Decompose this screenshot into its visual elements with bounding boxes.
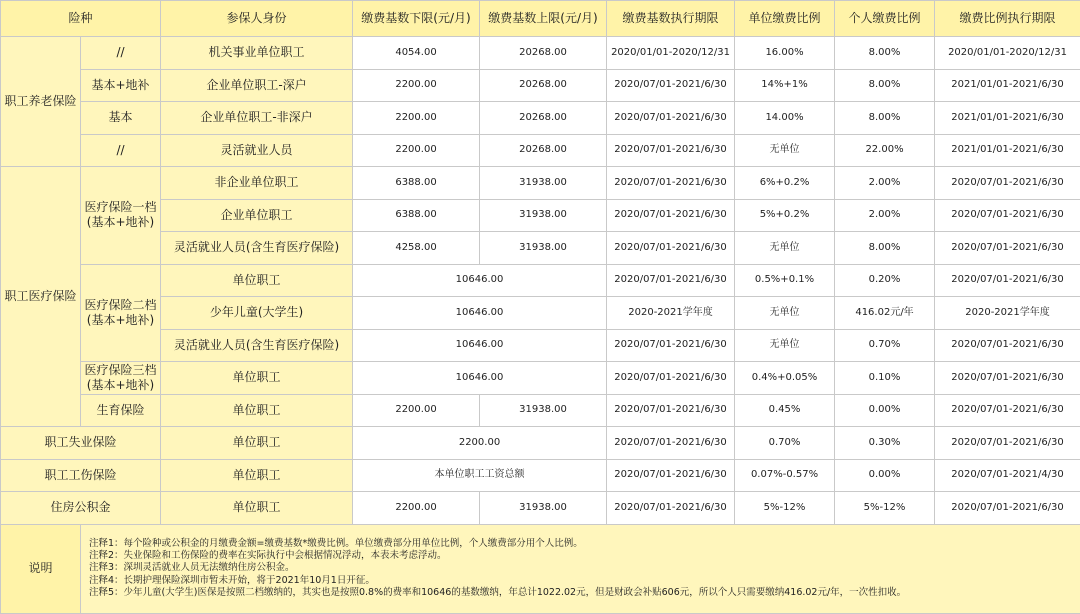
personal-rate: 0.70% (835, 329, 935, 362)
rate-period: 2021/01/01-2021/6/30 (935, 134, 1080, 167)
unit-rate: 0.45% (735, 394, 835, 427)
header-personal-rate: 个人缴费比例 (835, 1, 935, 37)
table-row (1, 297, 1080, 330)
table-row (1, 167, 1080, 200)
base-min: 2200.00 (353, 134, 480, 167)
base-period: 2020/07/01-2021/6/30 (607, 329, 735, 362)
rate-period: 2020-2021学年度 (935, 297, 1080, 330)
base-period: 2020/07/01-2021/6/30 (607, 492, 735, 525)
base-min: 6388.00 (353, 199, 480, 232)
base-period: 2020-2021学年度 (607, 297, 735, 330)
identity: 单位职工 (161, 427, 353, 460)
identity: 少年儿童(大学生) (161, 297, 353, 330)
unit-rate: 0.70% (735, 427, 835, 460)
unit-rate: 16.00% (735, 37, 835, 70)
base-period: 2020/07/01-2021/6/30 (607, 427, 735, 460)
base-min: 2200.00 (353, 394, 480, 427)
base-max: 20268.00 (480, 69, 607, 102)
header-base-min: 缴费基数下限(元/月) (353, 1, 480, 37)
table-row (1, 427, 1080, 460)
subcategory: // (81, 134, 161, 167)
identity: 企业单位职工-深户 (161, 69, 353, 102)
notes-label: 说明 (1, 524, 81, 613)
personal-rate: 5%-12% (835, 492, 935, 525)
table-row (1, 329, 1080, 362)
unit-rate: 无单位 (735, 329, 835, 362)
table-row (1, 134, 1080, 167)
identity: 灵活就业人员(含生育医疗保险) (161, 329, 353, 362)
table-row (1, 199, 1080, 232)
rate-period: 2020/07/01-2021/6/30 (935, 329, 1080, 362)
base-period: 2020/07/01-2021/6/30 (607, 459, 735, 492)
rate-period: 2020/07/01-2021/6/30 (935, 394, 1080, 427)
unit-rate: 无单位 (735, 134, 835, 167)
personal-rate: 416.02元/年 (835, 297, 935, 330)
table-row (1, 459, 1080, 492)
identity: 单位职工 (161, 264, 353, 297)
unit-rate: 14.00% (735, 102, 835, 135)
personal-rate: 8.00% (835, 69, 935, 102)
category-unemployment: 职工失业保险 (1, 427, 161, 460)
rate-period: 2020/01/01-2020/12/31 (935, 37, 1080, 70)
header-base-max: 缴费基数上限(元/月) (480, 1, 607, 37)
rate-period: 2021/01/01-2021/6/30 (935, 69, 1080, 102)
base-value: 10646.00 (353, 264, 607, 297)
rate-period: 2020/07/01-2021/4/30 (935, 459, 1080, 492)
table-row (1, 492, 1080, 525)
personal-rate: 8.00% (835, 102, 935, 135)
header-row (1, 1, 1080, 37)
unit-rate: 6%+0.2% (735, 167, 835, 200)
base-value: 2200.00 (353, 427, 607, 460)
base-min: 2200.00 (353, 69, 480, 102)
base-max: 31938.00 (480, 199, 607, 232)
category-injury: 职工工伤保险 (1, 459, 161, 492)
header-base-period: 缴费基数执行期限 (607, 1, 735, 37)
subcategory-medical-tier2: 医疗保险二档(基本+地补) (81, 264, 161, 362)
rate-period: 2020/07/01-2021/6/30 (935, 199, 1080, 232)
header-insurance-type: 险种 (1, 1, 161, 37)
base-value: 10646.00 (353, 329, 607, 362)
personal-rate: 8.00% (835, 37, 935, 70)
identity: 企业单位职工-非深户 (161, 102, 353, 135)
base-max: 31938.00 (480, 167, 607, 200)
identity: 灵活就业人员(含生育医疗保险) (161, 232, 353, 265)
category-housing-fund: 住房公积金 (1, 492, 161, 525)
rate-period: 2020/07/01-2021/6/30 (935, 167, 1080, 200)
note-line-5: 注释5：少年儿童(大学生)医保是按照二档缴纳的，其实也是按照0.8%的费率和10646的基数缴纳，年总计1022.02元，但是财政会补贴606元，所以个人只需要缴纳416.02元/年，一次性扣收。 (89, 587, 1072, 599)
identity: 机关事业单位职工 (161, 37, 353, 70)
personal-rate: 8.00% (835, 232, 935, 265)
rate-period: 2020/07/01-2021/6/30 (935, 427, 1080, 460)
unit-rate: 0.4%+0.05% (735, 362, 835, 395)
category-pension: 职工养老保险 (1, 37, 81, 167)
header-rate-period: 缴费比例执行期限 (935, 1, 1080, 37)
rate-period: 2020/07/01-2021/6/30 (935, 264, 1080, 297)
subcategory-medical-tier3: 医疗保险三档(基本+地补) (81, 362, 161, 395)
subcategory-maternity: 生育保险 (81, 394, 161, 427)
identity: 单位职工 (161, 362, 353, 395)
base-min: 4258.00 (353, 232, 480, 265)
base-period: 2020/07/01-2021/6/30 (607, 199, 735, 232)
personal-rate: 0.30% (835, 427, 935, 460)
base-period: 2020/07/01-2021/6/30 (607, 362, 735, 395)
unit-rate: 0.5%+0.1% (735, 264, 835, 297)
identity: 灵活就业人员 (161, 134, 353, 167)
identity: 单位职工 (161, 492, 353, 525)
base-value: 本单位职工工资总额 (353, 459, 607, 492)
base-max: 31938.00 (480, 492, 607, 525)
subcategory: // (81, 37, 161, 70)
table-row (1, 102, 1080, 135)
base-max: 31938.00 (480, 232, 607, 265)
base-period: 2020/07/01-2021/6/30 (607, 394, 735, 427)
base-max: 20268.00 (480, 134, 607, 167)
identity: 企业单位职工 (161, 199, 353, 232)
table-row (1, 264, 1080, 297)
identity: 单位职工 (161, 459, 353, 492)
base-max: 20268.00 (480, 102, 607, 135)
rate-period: 2020/07/01-2021/6/30 (935, 362, 1080, 395)
table-row (1, 394, 1080, 427)
personal-rate: 2.00% (835, 199, 935, 232)
note-line-3: 注释3：深圳灵活就业人员无法缴纳住房公积金。 (89, 562, 1072, 574)
table-row (1, 362, 1080, 395)
base-period: 2020/07/01-2021/6/30 (607, 69, 735, 102)
header-unit-rate: 单位缴费比例 (735, 1, 835, 37)
unit-rate: 5%+0.2% (735, 199, 835, 232)
unit-rate: 5%-12% (735, 492, 835, 525)
table-row (1, 69, 1080, 102)
base-min: 6388.00 (353, 167, 480, 200)
base-min: 4054.00 (353, 37, 480, 70)
personal-rate: 0.10% (835, 362, 935, 395)
base-value: 10646.00 (353, 297, 607, 330)
base-period: 2020/01/01-2020/12/31 (607, 37, 735, 70)
unit-rate: 0.07%-0.57% (735, 459, 835, 492)
subcategory: 基本 (81, 102, 161, 135)
rate-period: 2021/01/01-2021/6/30 (935, 102, 1080, 135)
base-min: 2200.00 (353, 102, 480, 135)
base-period: 2020/07/01-2021/6/30 (607, 167, 735, 200)
base-min: 2200.00 (353, 492, 480, 525)
rate-period: 2020/07/01-2021/6/30 (935, 492, 1080, 525)
category-medical: 职工医疗保险 (1, 167, 81, 427)
unit-rate: 14%+1% (735, 69, 835, 102)
personal-rate: 0.00% (835, 394, 935, 427)
note-line-4: 注释4：长期护理保险深圳市暂未开始，将于2021年10月1日开征。 (89, 575, 1072, 587)
personal-rate: 0.00% (835, 459, 935, 492)
base-max: 20268.00 (480, 37, 607, 70)
note-line-2: 注释2：失业保险和工伤保险的费率在实际执行中会根据情况浮动，本表未考虑浮动。 (89, 550, 1072, 562)
base-period: 2020/07/01-2021/6/30 (607, 264, 735, 297)
identity: 非企业单位职工 (161, 167, 353, 200)
base-value: 10646.00 (353, 362, 607, 395)
subcategory: 基本+地补 (81, 69, 161, 102)
table-row (1, 232, 1080, 265)
note-line-1: 注释1：每个险种或公积金的月缴费金额=缴费基数*缴费比例。单位缴费部分用单位比例，个人缴费部分用个人比例。 (89, 538, 1072, 550)
base-max: 31938.00 (480, 394, 607, 427)
table-row (1, 37, 1080, 70)
personal-rate: 2.00% (835, 167, 935, 200)
base-period: 2020/07/01-2021/6/30 (607, 102, 735, 135)
personal-rate: 22.00% (835, 134, 935, 167)
base-period: 2020/07/01-2021/6/30 (607, 232, 735, 265)
subcategory-medical-tier1: 医疗保险一档(基本+地补) (81, 167, 161, 265)
unit-rate: 无单位 (735, 297, 835, 330)
base-period: 2020/07/01-2021/6/30 (607, 134, 735, 167)
header-identity: 参保人身份 (161, 1, 353, 37)
unit-rate: 无单位 (735, 232, 835, 265)
identity: 单位职工 (161, 394, 353, 427)
personal-rate: 0.20% (835, 264, 935, 297)
rate-period: 2020/07/01-2021/6/30 (935, 232, 1080, 265)
